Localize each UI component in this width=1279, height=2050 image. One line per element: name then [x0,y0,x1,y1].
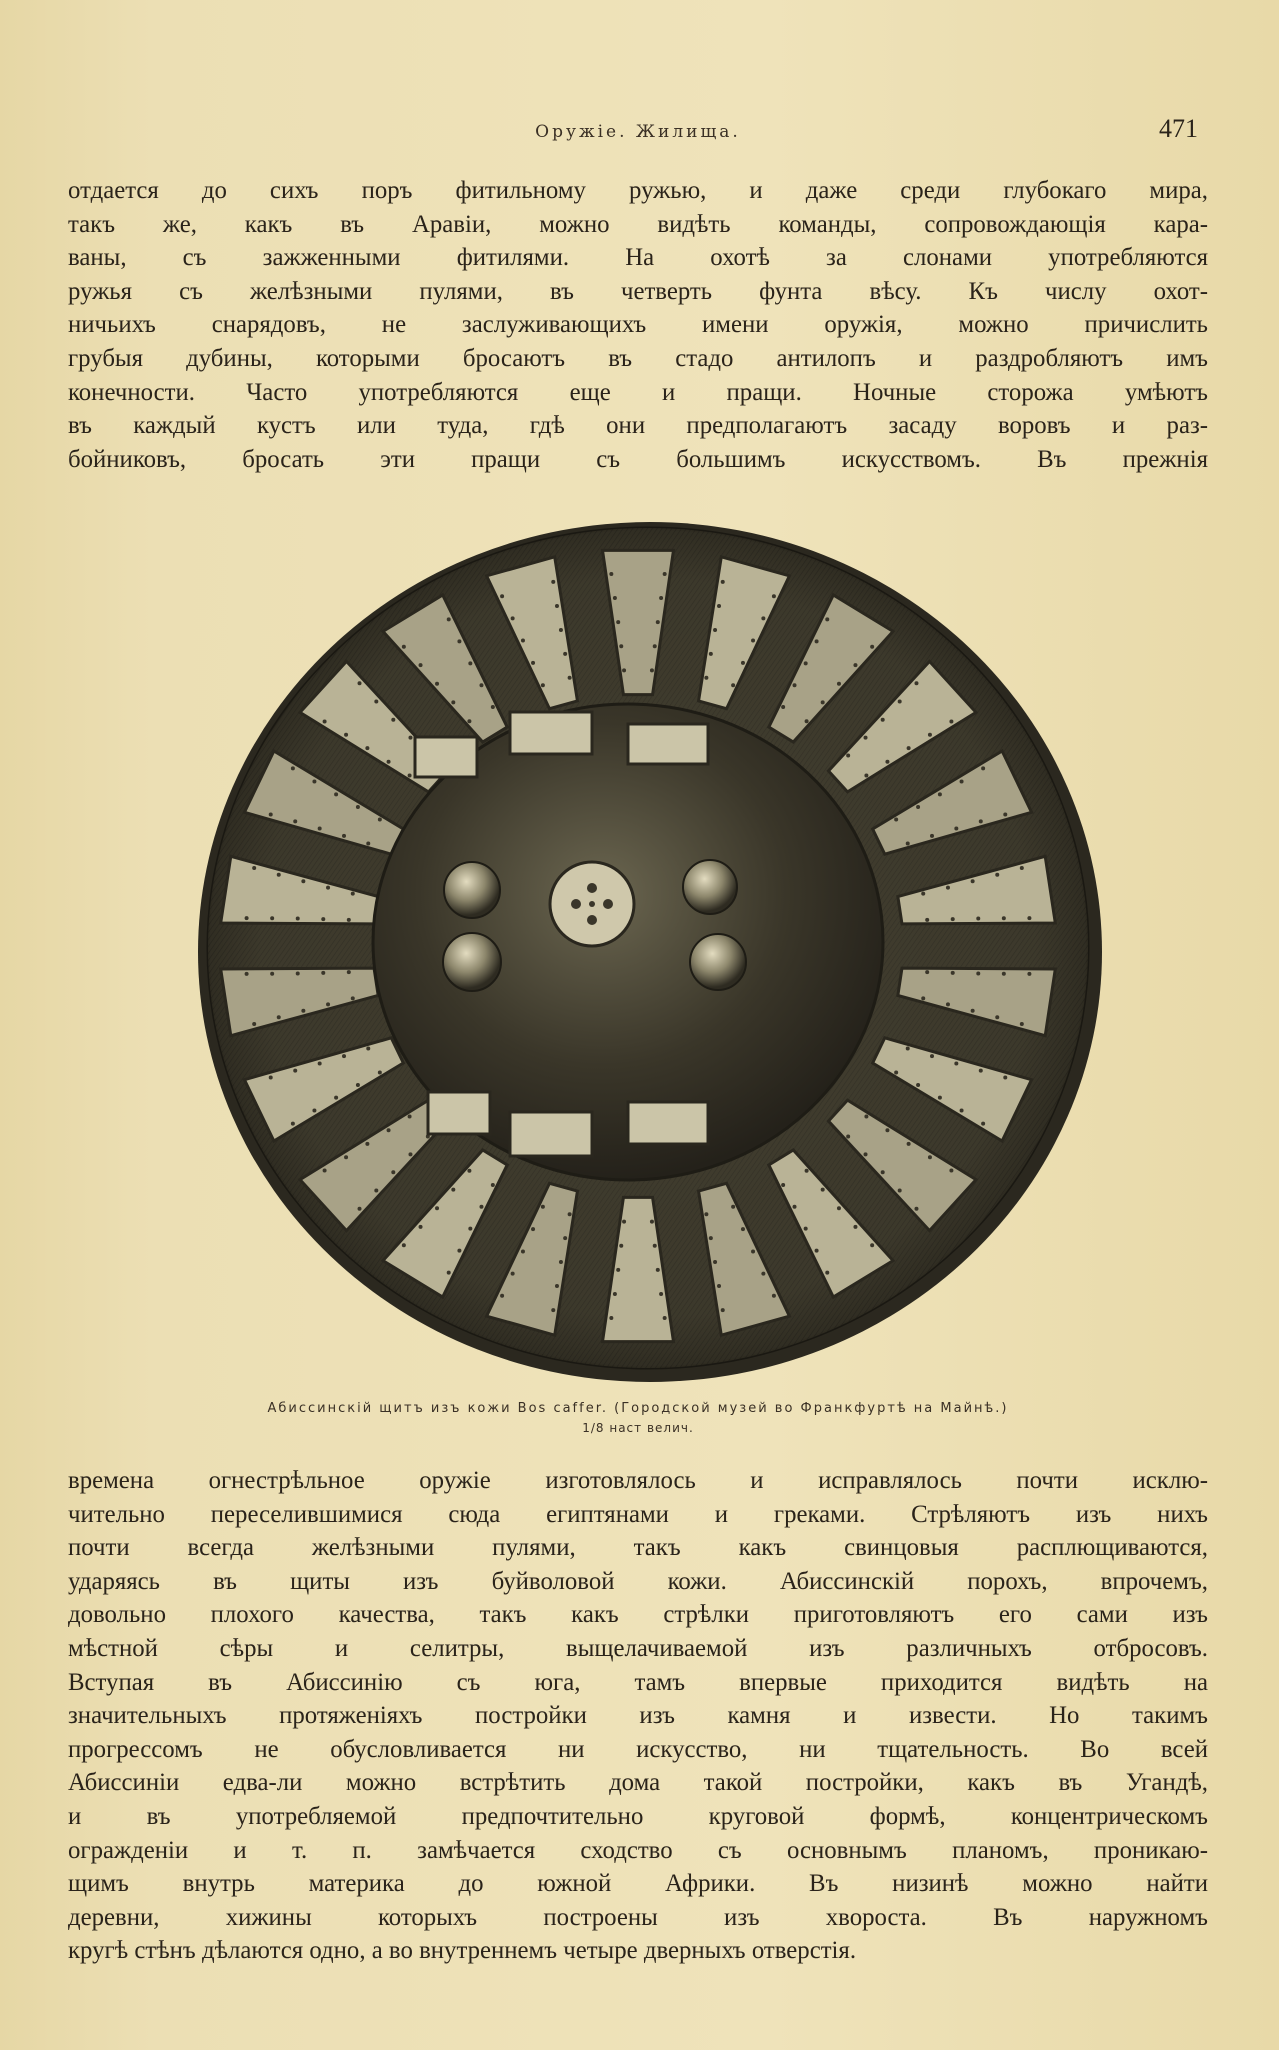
rivet [772,594,776,598]
rivet [408,1152,412,1156]
rivet [954,827,958,831]
rivet [650,668,654,672]
text-line: Вступая въ Абиссинію съ юга, тамъ впервые приходится видѣть на [68,1668,1208,1696]
rivet [846,753,850,757]
rivet [277,873,281,877]
rivet [312,779,316,783]
rivet [616,620,620,624]
rivet [366,1046,370,1050]
rivet [619,644,623,648]
rivet [296,917,300,921]
rivet [1027,916,1031,920]
rivet [1020,1022,1024,1026]
rivet [914,681,918,685]
rivet [613,1292,617,1296]
figure-scale: 1/8 наст велич. [582,1421,694,1435]
top-paragraph [68,174,1208,476]
rivet [853,1225,857,1229]
rivet [907,746,911,750]
rivet [979,1069,983,1073]
rivet [805,1169,809,1173]
rivet [408,773,412,777]
rivet [894,1071,898,1075]
rivet [925,918,929,922]
rivet [656,620,660,624]
rivet [391,1170,395,1174]
text-line: отдается до сихъ поръ фитильному ружью, и даже среди глубокаго мира, [68,177,1208,204]
rivet [347,918,351,922]
rivet [531,1227,535,1231]
rivet [291,1122,295,1126]
rivet [721,580,725,584]
rivet [709,1236,713,1240]
rivet [793,1205,797,1209]
rivet [815,1249,819,1253]
rivet [563,1236,567,1240]
rivet [885,1128,889,1132]
rivet [245,916,249,920]
rivet [374,1188,378,1192]
shield-engraving [180,512,1120,1392]
rivet [885,760,889,764]
rivet [995,1015,999,1019]
text-line: Абиссиніи едва-ли можно встрѣтить дома такой постройки, какъ въ Угандѣ, [68,1769,1208,1797]
text-line: довольно плохого качества, такъ какъ стрѣлки приготовляютъ его сами изъ [68,1601,1208,1629]
text-line: ваны, съ зажженными фитилями. На охотѣ за слонами употребляются [68,244,1208,272]
rivet [653,1244,657,1248]
rivet [995,873,999,877]
bottom-paragraph [68,1464,1208,1968]
rivet [323,720,327,724]
rivet [323,1168,327,1172]
rivet [435,1206,439,1210]
rivet [946,886,950,890]
rivet [479,683,483,687]
rivet [568,676,572,680]
rivet [467,1169,471,1173]
rivet [659,1292,663,1296]
rivet [1002,916,1006,920]
rivet [500,594,504,598]
rivet [318,1061,322,1065]
rivet [864,1115,868,1119]
rivet [906,1046,910,1050]
rivet [704,1212,708,1216]
rivet [347,970,351,974]
rivet [761,616,765,620]
rivet [772,1294,776,1298]
rivet [804,1227,808,1231]
rivet [981,766,985,770]
rivet [358,1207,362,1211]
page-number: 471 [1159,114,1198,143]
rivet [1003,1075,1007,1079]
rivet [663,572,667,576]
rivet [365,1142,369,1146]
text-line: грубыя дубины, которыми бросаютъ въ стадо антилопъ и раздробляютъ имъ [68,344,1208,372]
rivet [741,1227,745,1231]
rivet [559,1260,563,1264]
rivet [946,1002,950,1006]
rivet [731,1205,735,1209]
rivet [925,970,929,974]
text-line: бойниковъ, бросать эти пращи съ большимъ искусствомъ. Въ прежнія [68,445,1208,473]
rivet [837,682,841,686]
rivet [663,1316,667,1320]
rivet [721,1308,725,1312]
text-line: и въ употребляемой предпочтительно круговой формѣ, концентрическомъ [68,1802,1208,1830]
rivet [704,676,708,680]
rivet [846,1135,850,1139]
rivet [921,892,925,896]
rivet [881,1170,885,1174]
rivet [870,1243,874,1247]
rivet [1020,866,1024,870]
rivet [921,996,925,1000]
rivet [344,733,348,737]
rivet [976,917,980,921]
rivet [468,661,472,665]
rivet [619,1244,623,1248]
knob-left-bottom [443,933,501,991]
rivet [559,628,563,632]
rivet [960,1109,964,1113]
rivet [457,639,461,643]
rivet [270,916,274,920]
rivet [914,1207,918,1211]
rivet [245,972,249,976]
rivet [541,1205,545,1209]
rivet [511,616,515,620]
rivet [321,971,325,975]
rivet [981,1122,985,1126]
text-line: такъ же, какъ въ Аравіи, можно видѣть команды, сопровождающія кара- [68,210,1208,238]
rivet [457,1249,461,1253]
rivet [930,834,934,838]
rivet [291,766,295,770]
rivet [864,1152,868,1156]
rivet [906,842,910,846]
text-line: прогрессомъ не обусловливается ни искусство, ни тщательность. Во всей [68,1735,1208,1763]
rivet [269,813,273,817]
rivet [979,819,983,823]
rivet [451,1188,455,1192]
text-line: почти всегда желѣзными пулями, такъ какъ свинцовыя расплющиваются, [68,1534,1208,1562]
rivet [387,1128,391,1132]
rivet [551,580,555,584]
rivet [825,617,829,621]
knob-right-bottom [690,934,746,990]
rivet [815,639,819,643]
rivet [837,1206,841,1210]
rivet [551,1308,555,1312]
rivet [491,705,495,709]
running-title: Оружіе. Жилища. [535,122,741,142]
rivet [378,1071,382,1075]
rivet [951,971,955,975]
rivet [825,1271,829,1275]
rivet [563,652,567,656]
rivet [951,917,955,921]
rivet [491,1183,495,1187]
rivet [616,1268,620,1272]
rivet [751,1249,755,1253]
rivet [366,842,370,846]
rivet [351,892,355,896]
rivet [511,1272,515,1276]
rivet [296,971,300,975]
rivet [378,817,382,821]
rivet [301,879,305,883]
rivet [613,596,617,600]
rivet [938,792,942,796]
rivet [976,971,980,975]
rivet [864,773,868,777]
rivet [949,720,953,724]
rivet [954,1061,958,1065]
rivet [326,1002,330,1006]
rivet [321,917,325,921]
text-line: ружья съ желѣзными пулями, въ четверть фунта вѣсу. Къ числу охот- [68,277,1208,305]
inner-plate [628,1102,708,1144]
shield-illustration [180,512,1120,1392]
text-line: деревни, хижины которыхъ построены изъ хвороста. Въ наружномъ [68,1903,1208,1931]
rivet [1027,972,1031,976]
rivet [555,1284,559,1288]
rivet [500,1294,504,1298]
text-line: въ каждый кустъ или туда, гдѣ они предполагаютъ засаду воровъ и раз- [68,412,1208,440]
rivet [853,663,857,667]
rivet [894,817,898,821]
rivet [709,652,713,656]
text-line: ничьихъ снарядовъ, не заслуживающихъ имени оружія, можно причислить [68,311,1208,339]
rivet [408,1115,412,1119]
rivet [356,805,360,809]
rivet [435,682,439,686]
rivet [521,1249,525,1253]
rivet [1003,813,1007,817]
rivet [713,1260,717,1264]
rivet [447,617,451,621]
rivet [402,645,406,649]
text-line: щимъ внутрь материка до южной Африки. Въ низинѣ можно найти [68,1870,1208,1898]
rivet [793,683,797,687]
figure-caption: Абиссинскій щитъ изъ кожи Bos caffer. (Городской музей во Франкфуртѣ на Майнѣ.) [267,1401,1009,1416]
rivet [928,733,932,737]
rivet [821,700,825,704]
text-line: огражденіи и т. п. замѣчается сходство съ основнымъ планомъ, проникаю- [68,1836,1208,1864]
rivet [781,1183,785,1187]
rivet [270,972,274,976]
rivet [609,572,613,576]
text-line: конечности. Часто употребляются еще и пращи. Ночные сторожа умѣютъ [68,378,1208,406]
inner-plate [510,1112,592,1156]
rivet [356,1083,360,1087]
rivet [351,996,355,1000]
rivet [447,1271,451,1275]
rivet [568,1212,572,1216]
rivet [881,718,885,722]
inner-plate [428,1092,490,1134]
rivet [916,1083,920,1087]
page-header [68,114,1208,154]
inner-plate [415,737,477,777]
rivet [391,718,395,722]
rivet [387,760,391,764]
knob-left-top [444,862,500,918]
text-line: кругѣ стѣнъ дѣлаются одно, а во внутреннемъ четыре дверныхъ отверстія. [68,1937,857,1965]
rivet [622,1220,626,1224]
rivet [916,805,920,809]
rivet [870,645,874,649]
rivet [949,1168,953,1172]
rivet [358,681,362,685]
rivet [659,596,663,600]
rivet [451,700,455,704]
text-line: мѣстной сѣры и селитры, выщелачиваемой изъ различныхъ отбросовъ. [68,1634,1208,1662]
rivet [408,736,412,740]
rivet [717,1284,721,1288]
rivet [252,866,256,870]
inner-plate [510,712,592,754]
text-line: чительно переселившимися сюда египтянами и греками. Стрѣляютъ изъ нихъ [68,1500,1208,1528]
knob-right-top [683,860,737,914]
rivet [541,683,545,687]
rivet [479,1205,483,1209]
rivet [622,668,626,672]
rivet [342,1054,346,1058]
rivet [717,604,721,608]
rivet [864,736,868,740]
rivet [656,1268,660,1272]
rivet [821,1188,825,1192]
rivet [252,1022,256,1026]
rivet [334,792,338,796]
rivet [312,1109,316,1113]
rivet [907,1142,911,1146]
rivet [521,639,525,643]
rivet [301,1009,305,1013]
rivet [713,628,717,632]
rivet [555,604,559,608]
rivet [402,1243,406,1247]
rivet [898,1188,902,1192]
rivet [374,700,378,704]
rivet [342,834,346,838]
rivet [938,1096,942,1100]
text-line: ударяясь въ щиты изъ буйволовой кожи. Абиссинскій порохъ, впрочемъ, [68,1567,1208,1595]
text-line: значительныхъ протяженіяхъ постройки изъ камня и извести. Но такимъ [68,1702,1208,1730]
rivet [334,1096,338,1100]
rivet [751,639,755,643]
rivet [804,661,808,665]
rivet [1002,972,1006,976]
rivet [805,719,809,723]
rivet [930,1054,934,1058]
rivet [761,1272,765,1276]
rivet [731,683,735,687]
rivet [928,1155,932,1159]
rivet [468,1227,472,1231]
rivet [269,1075,273,1079]
rivet [741,661,745,665]
rivet [609,1316,613,1320]
rivet [650,1220,654,1224]
rivet [293,1069,297,1073]
rivet [467,719,471,723]
rivet [971,1009,975,1013]
rivet [971,879,975,883]
inner-plate [628,724,708,764]
rivet [898,700,902,704]
rivet [419,1225,423,1229]
rivet [653,644,657,648]
rivet [326,886,330,890]
rivet [781,705,785,709]
rivet [344,1155,348,1159]
rivet [419,663,423,667]
rivet [531,661,535,665]
text-line: времена огнестрѣльное оружіе изготовлялось и исправлялось почти исклю- [68,1467,1208,1494]
rivet [365,746,369,750]
rivet [318,827,322,831]
rivet [960,779,964,783]
rivet [277,1015,281,1019]
rivet [293,819,297,823]
